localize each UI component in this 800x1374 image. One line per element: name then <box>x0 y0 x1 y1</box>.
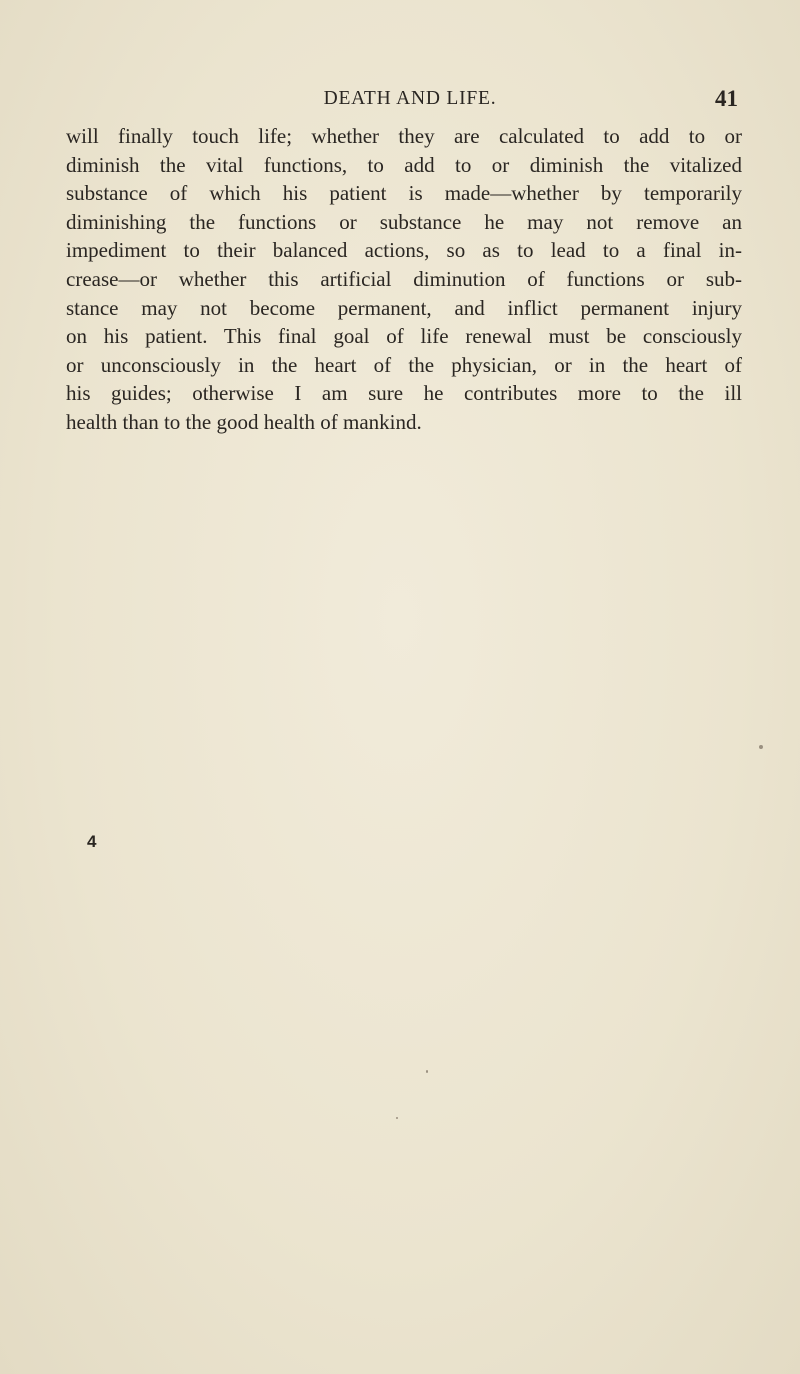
body-paragraph <box>66 122 742 437</box>
text-line: health than to the good health of mankind. <box>66 409 422 434</box>
paper-speck <box>396 1117 398 1119</box>
text-line: diminish the vital functions, to add to or diminish the vitalized <box>66 152 742 177</box>
running-head <box>60 84 760 114</box>
signature-mark: 4 <box>87 832 97 851</box>
paper-speck <box>426 1070 428 1073</box>
text-line: on his patient. This final goal of life renewal must be consciously <box>66 324 742 349</box>
text-line: stance may not become permanent, and inflict permanent injury <box>66 295 742 320</box>
text-line: diminishing the functions or substance he may not remove an <box>66 209 742 234</box>
running-title: DEATH AND LIFE. <box>323 88 497 109</box>
text-line: substance of which his patient is made—whether by temporarily <box>66 181 742 206</box>
text-line: crease—or whether this artificial diminution of functions or sub- <box>66 266 742 291</box>
paper-speck <box>759 745 763 749</box>
text-line: impediment to their balanced actions, so as to lead to a final in- <box>66 238 742 263</box>
text-line: will finally touch life; whether they are calculated to add to or <box>66 124 742 148</box>
page-number: 41 <box>715 86 738 111</box>
text-line: or unconsciously in the heart of the physician, or in the heart of <box>66 352 742 377</box>
text-line: his guides; otherwise I am sure he contributes more to the ill <box>66 381 742 406</box>
